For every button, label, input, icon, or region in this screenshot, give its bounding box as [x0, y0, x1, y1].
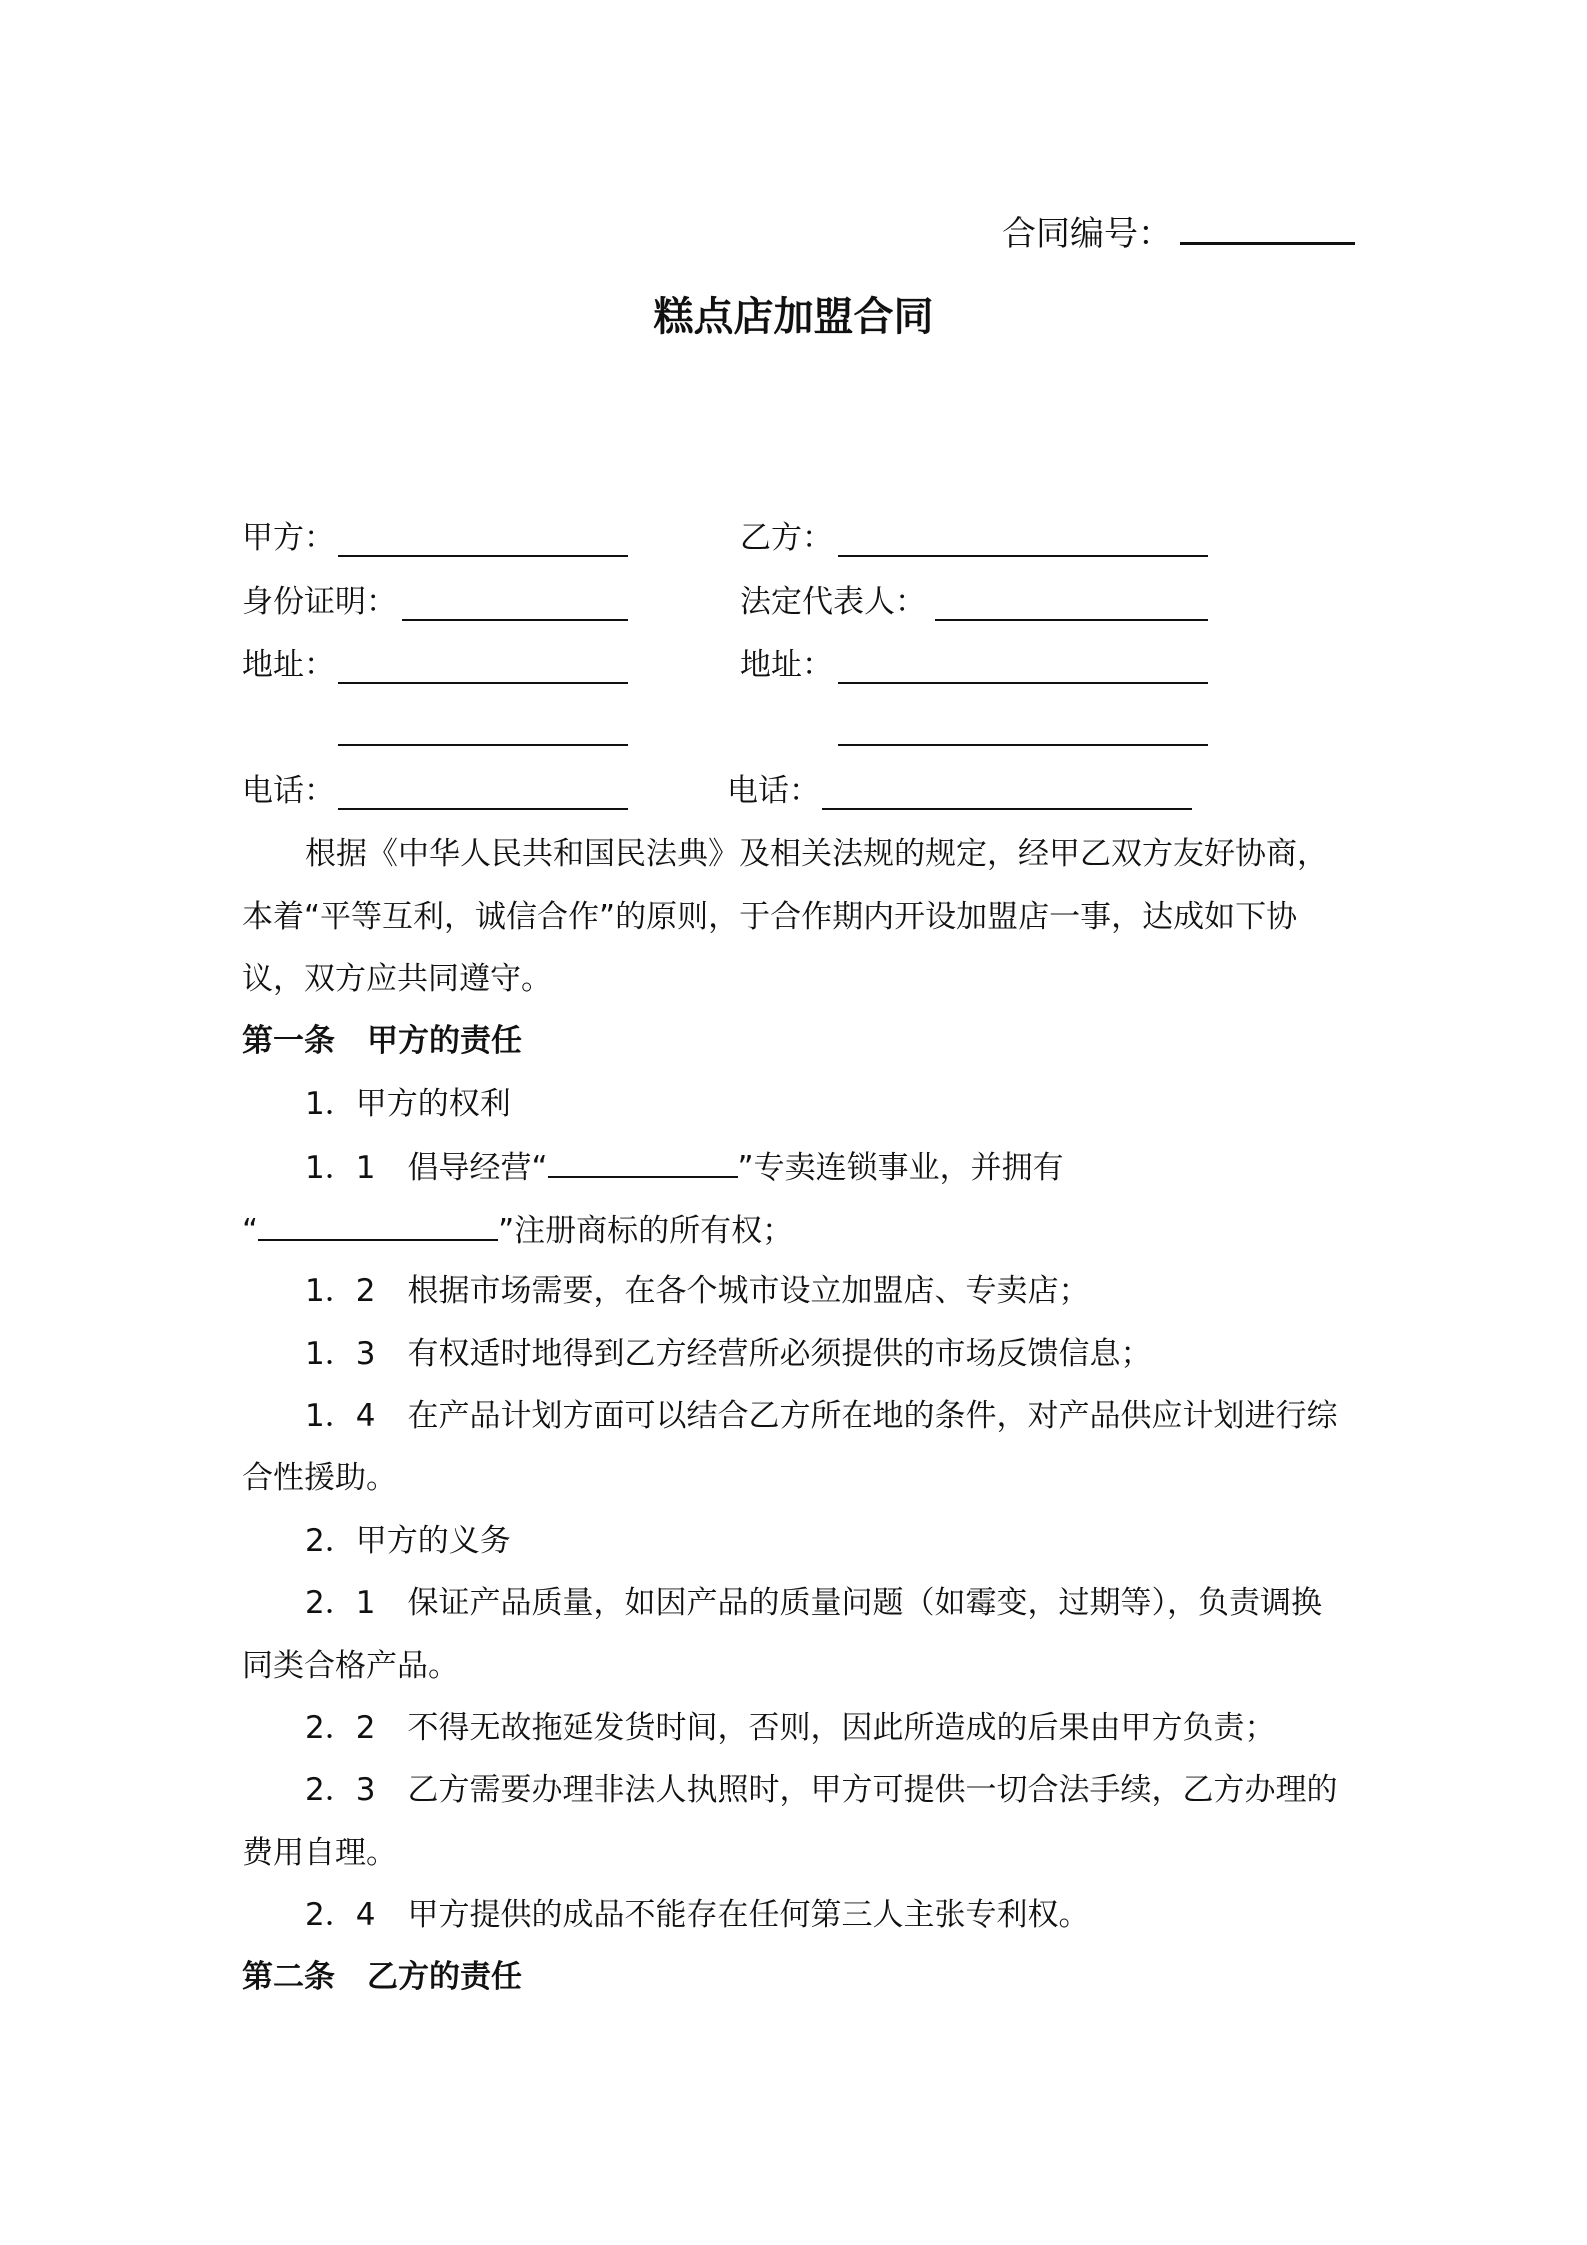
clause-1-3: [305, 1334, 1151, 1374]
legal-rep-field[interactable]: [935, 619, 1208, 621]
preamble-line-3: 议，双方应共同遵守。: [242, 961, 552, 997]
address-b-field[interactable]: [838, 682, 1208, 684]
address-a-field[interactable]: [338, 682, 628, 684]
party-a-field[interactable]: [338, 555, 628, 557]
party-b-field[interactable]: [838, 555, 1208, 557]
contract-number-label: 合同编号：: [1002, 214, 1172, 254]
party-a-label: 甲方：: [242, 520, 335, 556]
clause-2-4: [305, 1895, 1089, 1935]
clause-2-1-number: 2．1: [305, 1585, 376, 1621]
article-1-title: 甲方的责任: [367, 1023, 522, 1059]
brand-blank-1[interactable]: [548, 1146, 738, 1178]
clause-2-1-line-2: 同类合格产品。: [242, 1648, 459, 1684]
clause-2-3-line-1: [305, 1770, 1337, 1810]
clause-1-3-text: 有权适时地得到乙方经营所必须提供的市场反馈信息；: [407, 1336, 1152, 1372]
phone-b-label: 电话：: [727, 773, 820, 809]
clause-2-3-text-a: 乙方需要办理非法人执照时，甲方可提供一切合法手续，乙方办理的: [407, 1772, 1338, 1808]
address-b-label: 地址：: [740, 647, 833, 683]
preamble-line-2: 本着“平等互利，诚信合作”的原则，于合作期内开设加盟店一事，达成如下协: [242, 899, 1298, 935]
clause-1-4-number: 1．4: [305, 1398, 376, 1434]
clause-1-1-text-a: 倡导经营“: [407, 1150, 548, 1186]
clause-1-4-text-a: 在产品计划方面可以结合乙方所在地的条件，对产品供应计划进行综: [407, 1398, 1338, 1434]
id-field[interactable]: [402, 619, 628, 621]
article-2-title: 乙方的责任: [367, 1959, 522, 1995]
clause-1-1-text-c: “: [242, 1213, 259, 1249]
article-1-heading: [242, 1021, 522, 1061]
clause-1-1-line-1: [305, 1146, 1064, 1188]
brand-blank-2[interactable]: [258, 1209, 498, 1241]
id-label: 身份证明：: [242, 584, 397, 620]
clause-2-2-text: 不得无故拖延发货时间，否则，因此所造成的后果由甲方负责；: [407, 1710, 1276, 1746]
clause-2-2-number: 2．2: [305, 1710, 376, 1746]
clause-1-3-number: 1．3: [305, 1336, 376, 1372]
clause-2-3-number: 2．3: [305, 1772, 376, 1808]
contract-number-blank[interactable]: [1180, 212, 1355, 245]
phone-b-field[interactable]: [822, 808, 1192, 810]
clause-2-3-line-2: 费用自理。: [242, 1835, 397, 1871]
clause-2-1-text-a: 保证产品质量，如因产品的质量问题（如霉变，过期等），负责调换: [407, 1585, 1322, 1621]
clause-1-2-text: 根据市场需要，在各个城市设立加盟店、专卖店；: [407, 1273, 1090, 1309]
phone-a-label: 电话：: [242, 773, 335, 809]
address-b-field-2[interactable]: [838, 744, 1208, 746]
clause-1-4-line-1: [305, 1396, 1337, 1436]
clause-2-2: [305, 1708, 1275, 1748]
clause-1-2-number: 1．2: [305, 1273, 376, 1309]
article-2-heading: [242, 1957, 522, 1997]
legal-rep-label: 法定代表人：: [740, 584, 926, 620]
clause-1-1-number: 1．1: [305, 1150, 376, 1186]
document-title: 糕点店加盟合同: [653, 293, 934, 340]
clause-1-1-text-b: ”专卖连锁事业，并拥有: [737, 1150, 1064, 1186]
phone-a-field[interactable]: [338, 808, 628, 810]
contract-number: [1002, 212, 1355, 256]
preamble-line-1: 根据《中华人民共和国民法典》及相关法规的规定，经甲乙双方友好协商，: [305, 836, 1328, 872]
clause-1-2: [305, 1271, 1089, 1311]
clause-1-1-text-d: ”注册商标的所有权；: [498, 1213, 794, 1249]
clause-2-4-number: 2．4: [305, 1897, 376, 1933]
address-a-label: 地址：: [242, 647, 335, 683]
article-2-number: 第二条: [242, 1959, 335, 1995]
clause-2-4-text: 甲方提供的成品不能存在任何第三人主张专利权。: [407, 1897, 1090, 1933]
rights-title: 1．甲方的权利: [305, 1086, 511, 1122]
party-b-label: 乙方：: [740, 520, 833, 556]
clause-2-1-line-1: [305, 1583, 1322, 1623]
duties-title: 2．甲方的义务: [305, 1523, 511, 1559]
clause-1-1-line-2: [242, 1209, 793, 1251]
address-a-field-2[interactable]: [338, 744, 628, 746]
article-1-number: 第一条: [242, 1023, 335, 1059]
clause-1-4-line-2: 合性援助。: [242, 1460, 397, 1496]
